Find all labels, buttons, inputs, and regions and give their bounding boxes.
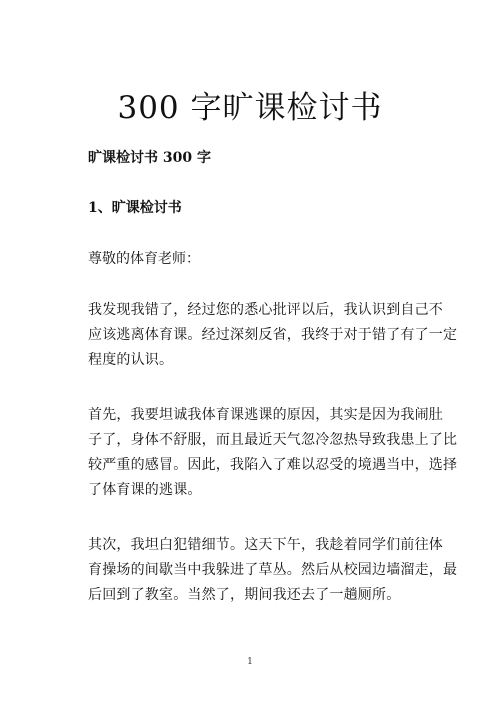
- section-heading: 1、旷课检讨书: [88, 200, 182, 216]
- salutation: 尊敬的体育老师：: [88, 251, 200, 267]
- document-subtitle: 旷课检讨书 300 字: [88, 150, 211, 166]
- paragraph-line: 育操场的间歇当中我躲进了草丛。然后从校园边墙溜走，最: [88, 562, 458, 578]
- paragraph-1: [88, 298, 458, 373]
- paragraph-3: [88, 533, 458, 608]
- paragraph-2: [88, 403, 458, 503]
- paragraph-line: 后回到了教室。当然了，期间我还去了一趟厕所。: [88, 587, 401, 603]
- paragraph-line: 首先，我要坦诚我体育课逃课的原因，其实是因为我闹肚: [88, 407, 443, 423]
- paragraph-line: 程度的认识。: [88, 352, 174, 368]
- page-number: 1: [247, 657, 253, 667]
- paragraph-line: 应该逃离体育课。经过深刻反省，我终于对于错了有了一定: [88, 327, 458, 343]
- paragraph-line: 其次，我坦白犯错细节。这天下午，我趁着同学们前往体: [88, 537, 443, 553]
- paragraph-line: 了体育课的逃课。: [88, 482, 202, 498]
- paragraph-line: 较严重的感冒。因此，我陷入了难以忍受的境遇当中，选择: [88, 457, 458, 473]
- paragraph-line: 子了，身体不舒服，而且最近天气忽冷忽热导致我患上了比: [88, 432, 458, 448]
- document-title: 300 字旷课检讨书: [117, 90, 383, 126]
- paragraph-line: 我发现我错了，经过您的悉心批评以后，我认识到自己不: [88, 302, 443, 318]
